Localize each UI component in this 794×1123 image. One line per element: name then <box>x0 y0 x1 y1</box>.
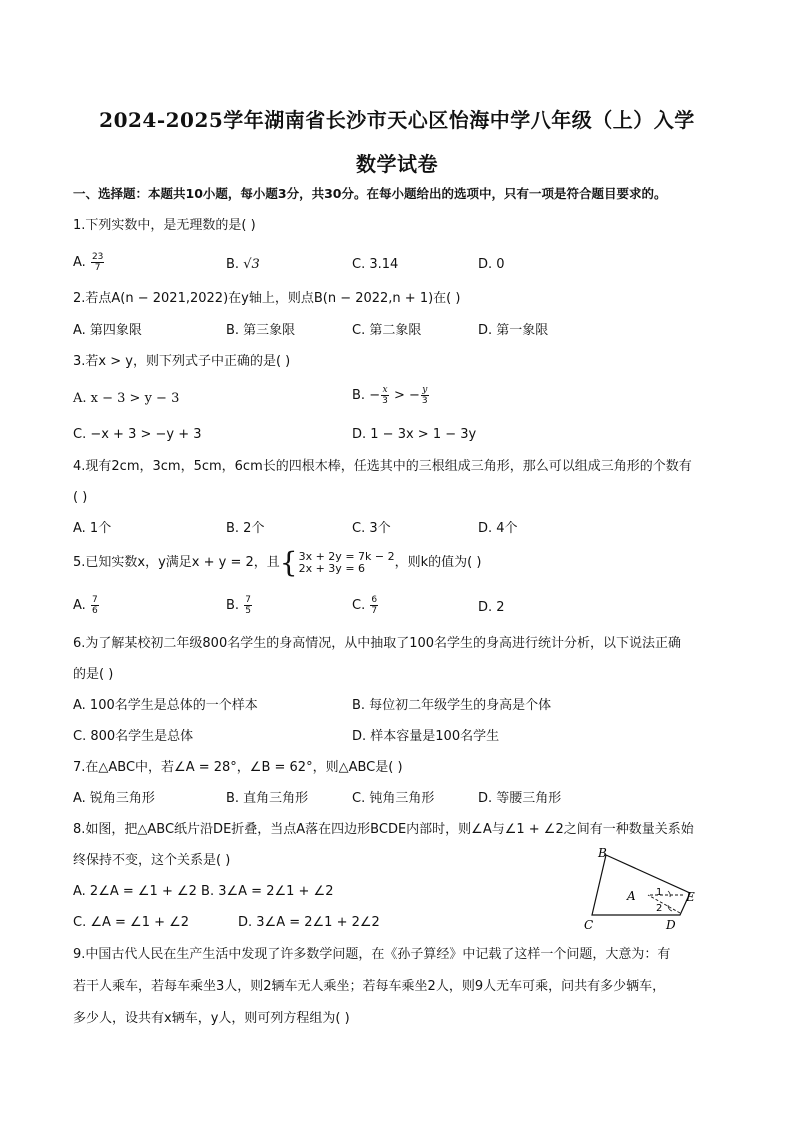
q8-label-c: C <box>584 918 594 932</box>
q1-a-den: 7 <box>94 263 101 273</box>
q2-option-a: A. 第四象限 <box>73 323 142 338</box>
q3-b-d1: 3 <box>382 396 388 406</box>
q4-option-d: D. 4个 <box>478 521 518 536</box>
q5-option-b <box>226 595 253 616</box>
q8-label-b: B <box>598 846 607 860</box>
q5-c-num: 6 <box>371 595 378 605</box>
q5-brace: { <box>279 546 298 579</box>
q3-b-d2: 3 <box>421 396 428 406</box>
q2-option-b: B. 第三象限 <box>226 323 296 338</box>
q5-c-frac <box>370 595 378 616</box>
q6-option-c: C. 800名学生是总体 <box>73 729 194 744</box>
q8-option-ab: A. 2∠A = ∠1 + ∠2 B. 3∠A = 2∠1 + ∠2 <box>73 884 334 899</box>
q3-option-b <box>352 385 430 406</box>
q1-stem: 1.下列实数中，是无理数的是( ) <box>73 218 256 233</box>
q5-b-den: 5 <box>245 606 251 616</box>
q8-label-angle2: 2 <box>656 903 663 914</box>
q6-stem-cont: 的是( ) <box>73 667 114 682</box>
q8-stem: 8.如图，把△ABC纸片沿DE折叠，当点A落在四边形BCDE内部时，则∠A与∠1 + ∠2之间有一种数量关系始 <box>73 822 694 837</box>
q5-c-label: C. <box>352 598 366 613</box>
q8-fold-line-ad <box>648 895 680 913</box>
q8-option-c: C. ∠A = ∠1 + ∠2 <box>73 915 190 930</box>
q2-stem: 2.若点A(n − 2021,2022)在y轴上，则点B(n − 2022,n + 1)在( ) <box>73 291 461 306</box>
q5-option-a <box>73 595 100 616</box>
q3-b-label: B. <box>352 388 366 403</box>
q6-option-d: D. 样本容量是100名学生 <box>352 729 500 744</box>
q8-option-d: D. 3∠A = 2∠1 + 2∠2 <box>238 915 380 930</box>
q1-a-num: 23 <box>91 252 104 262</box>
q8-label-e: E <box>686 890 695 904</box>
q1-option-c <box>352 256 398 274</box>
q5-stem-post: ，则k的值为( ) <box>394 555 482 570</box>
q2-option-c: C. 第二象限 <box>352 323 422 338</box>
q8-angle1-arc <box>668 891 670 897</box>
q4-option-b: B. 2个 <box>226 521 265 536</box>
q2-option-d: D. 第一象限 <box>478 323 549 338</box>
q8-label-d: D <box>666 918 676 932</box>
q4-option-c: C. 3个 <box>352 521 391 536</box>
q8-angle2-arc <box>668 905 672 911</box>
q5-b-num: 7 <box>245 595 251 605</box>
q3-b-n1: x <box>382 385 388 395</box>
q1-c-value: 3.14 <box>369 257 399 272</box>
q3-b-minus: − <box>369 388 381 403</box>
q9-line2: 若干人乘车，若每车乘坐3人，则2辆车无人乘坐；若每车乘坐2人，则9人无车可乘，问共有多少辆车， <box>73 979 666 994</box>
q5-a-frac <box>91 595 99 616</box>
q1-option-a <box>73 252 105 273</box>
q8-quad-bcde <box>592 855 690 915</box>
q1-c-label: C. <box>352 257 366 272</box>
q5-eq2: 2x + 3y = 6 <box>298 562 366 575</box>
q5-b-label: B. <box>226 598 240 613</box>
q1-d-label: D. <box>478 257 493 272</box>
q6-stem: 6.为了解某校初二年级800名学生的身高情况，从中抽取了100名学生的身高进行统计分析，以下说法正确 <box>73 636 682 651</box>
q5-a-den: 6 <box>91 606 98 616</box>
q5-equations <box>299 551 395 575</box>
q4-stem: 4.现有2cm，3cm，5cm，6cm长的四根木棒，任选其中的三根组成三角形，那么可以组成三角形的个数有 <box>73 459 692 474</box>
q5-a-label: A. <box>73 598 86 613</box>
q5-stem <box>73 548 481 578</box>
q3-option-a: A. x − 3 > y − 3 <box>73 391 180 406</box>
q3-b-frac2 <box>421 385 429 406</box>
q1-option-d <box>478 256 505 274</box>
q3-b-mid: > − <box>393 388 420 403</box>
q3-option-d: D. 1 − 3x > 1 − 3y <box>352 427 477 442</box>
q9-line3: 多少人，设共有x辆车，y人，则可列方程组为( ) <box>73 1011 350 1026</box>
q6-option-b: B. 每位初二年级学生的身高是个体 <box>352 698 552 713</box>
q1-a-fraction <box>91 252 104 273</box>
q5-equation-system <box>279 546 395 579</box>
q7-option-c: C. 钝角三角形 <box>352 791 435 806</box>
q8-quadrilateral-figure <box>580 843 700 933</box>
q1-a-label: A. <box>73 255 86 270</box>
q8-stem-cont: 终保持不变，这个关系是( ) <box>73 853 231 868</box>
q5-option-d: D. 2 <box>478 600 505 615</box>
q5-b-frac <box>244 595 252 616</box>
section-heading: 一、选择题：本题共10小题，每小题3分，共30分。在每小题给出的选项中，只有一项是符合题目要求的。 <box>73 186 667 201</box>
q9-line1: 9.中国古代人民在生产生活中发现了许多数学问题，在《孙子算经》中记载了这样一个问题，大意为：有 <box>73 947 671 962</box>
exam-title-line1: 2024-2025学年湖南省长沙市天心区怡海中学八年级（上）入学 <box>99 108 695 132</box>
q5-a-num: 7 <box>91 595 98 605</box>
q5-eq1: 3x + 2y = 7k − 2 <box>298 550 395 563</box>
q8-label-a: A <box>627 889 636 903</box>
q3-option-c: C. −x + 3 > −y + 3 <box>73 427 202 442</box>
q1-b-label: B. <box>226 257 240 272</box>
q1-option-b <box>226 256 260 274</box>
exam-title-line2: 数学试卷 <box>356 152 438 176</box>
q7-option-b: B. 直角三角形 <box>226 791 309 806</box>
q4-stem-cont: ( ) <box>73 490 88 505</box>
q5-option-c <box>352 595 379 616</box>
q4-option-a: A. 1个 <box>73 521 112 536</box>
q3-b-frac1 <box>381 385 389 406</box>
q7-option-d: D. 等腰三角形 <box>478 791 562 806</box>
q3-b-n2: y <box>422 385 428 395</box>
q7-option-a: A. 锐角三角形 <box>73 791 155 806</box>
q5-c-den: 7 <box>371 606 378 616</box>
q7-stem: 7.在△ABC中，若∠A = 28°，∠B = 62°，则△ABC是( ) <box>73 760 403 775</box>
q8-label-angle1: 1 <box>656 887 663 898</box>
q5-stem-pre: 5.已知实数x，y满足x + y = 2，且 <box>73 555 280 570</box>
q6-option-a: A. 100名学生是总体的一个样本 <box>73 698 258 713</box>
q1-d-value: 0 <box>496 257 505 272</box>
q1-b-value: √3 <box>243 257 260 272</box>
q3-stem: 3.若x > y，则下列式子中正确的是( ) <box>73 354 291 369</box>
